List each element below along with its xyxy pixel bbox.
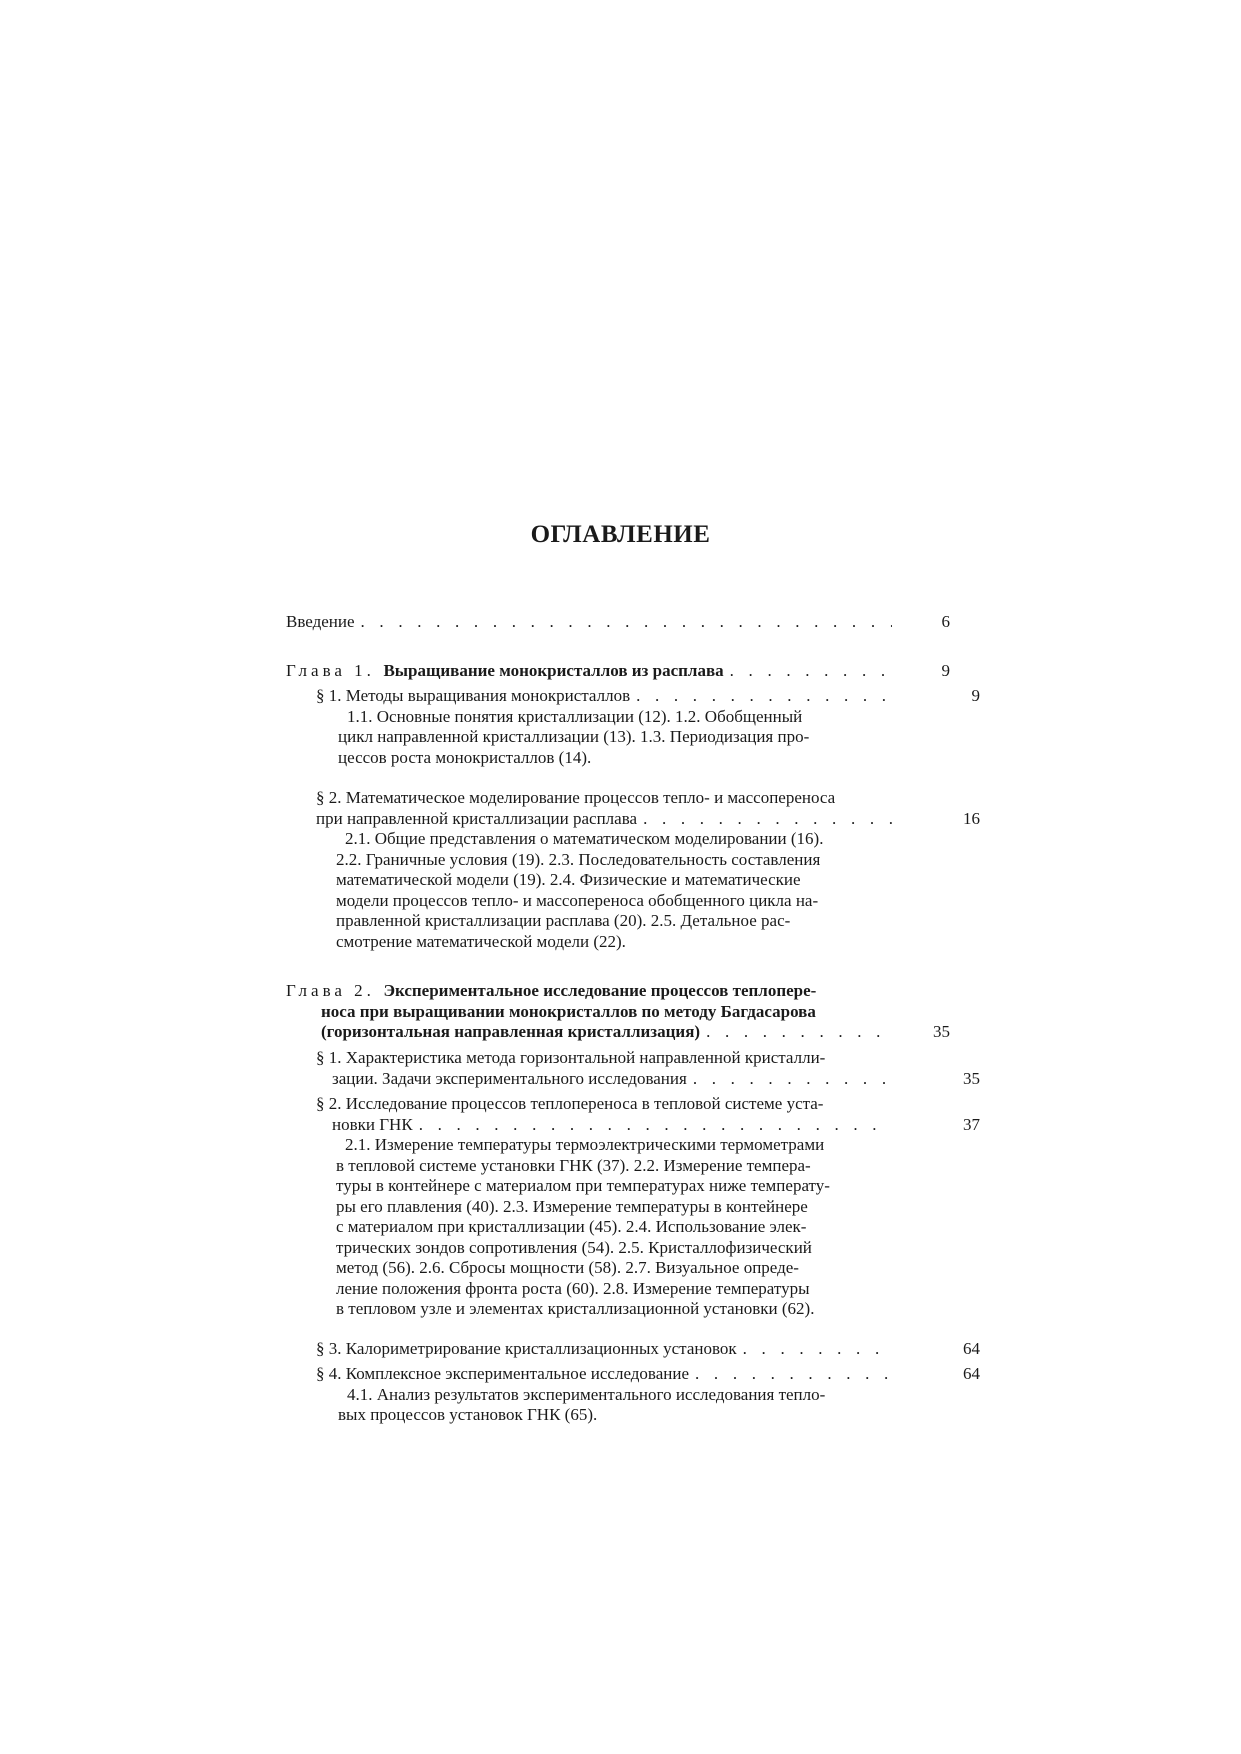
section-title-cont: зации. Задачи экспериментального исследования bbox=[332, 1068, 687, 1088]
section-title: § 1. Характеристика метода горизонтальной направленной кристалли- bbox=[316, 1048, 826, 1067]
page-title: ОГЛАВЛЕНИЕ bbox=[530, 521, 711, 548]
page-number: 9 bbox=[941, 661, 950, 680]
toc-entry-intro[interactable] bbox=[286, 612, 950, 633]
toc-section-2-3[interactable] bbox=[286, 1339, 980, 1360]
page-number: 35 bbox=[963, 1068, 980, 1088]
section-title-cont: новки ГНК bbox=[332, 1114, 413, 1134]
section-title: § 1. Методы выращивания монокристаллов bbox=[316, 686, 631, 705]
chapter-prefix: Глава 1. bbox=[286, 661, 375, 680]
section-details: 2.1. Измерение температуры термоэлектрическими термометрами в тепловой системе установки ГНК (37). 2.2. Измерение темпера- туры в контейнере с материалом при температурах ниже температу- ры его плавления (40). 2.3. Измерение температуры в контейнере с материалом при кристаллизации (45). 2.4. Использование элек- трических зондов сопротивления (54). 2.5. Кристаллофизический метод (56). 2.6. Сбросы мощности (58). 2.7. Визуальное опреде- ление положения фронта роста (60). 2.8. Измерение температуры в тепловом узле и элементах кристаллизационной установки (62). bbox=[336, 1135, 830, 1318]
toc-section-2-4[interactable] bbox=[286, 1364, 980, 1426]
chapter-title-cont: (горизонтальная направленная кристаллизация) bbox=[321, 1022, 701, 1041]
page-number: 9 bbox=[971, 686, 980, 705]
section-title: § 4. Комплексное экспериментальное исследование bbox=[316, 1364, 690, 1383]
page-number: 64 bbox=[963, 1364, 980, 1383]
page-number: 6 bbox=[941, 612, 950, 631]
chapter-title: Выращивание монокристаллов из расплава bbox=[383, 661, 724, 680]
section-title-cont: при направленной кристаллизации расплава bbox=[316, 808, 638, 828]
page-number: 64 bbox=[963, 1339, 980, 1358]
section-title: § 2. Исследование процессов теплопереноса в тепловой системе уста- bbox=[316, 1094, 824, 1113]
toc-section-2-2[interactable] bbox=[286, 1094, 980, 1320]
section-details: 4.1. Анализ результатов экспериментального исследования тепло- вых процессов установок ГНК (65). bbox=[338, 1384, 826, 1424]
chapter-title: Экспериментальное исследование процессов теплопере- bbox=[383, 981, 817, 1000]
toc-section-1-2[interactable] bbox=[286, 788, 980, 952]
toc-chapter-2[interactable] bbox=[286, 981, 950, 1043]
toc-entry-label: Введение bbox=[286, 612, 355, 631]
section-details: 2.1. Общие представления о математическом моделировании (16). 2.2. Граничные условия (19). 2.3. Последовательность составления математической модели (19). 2.4. Физические и математические модели процессов тепло- и массопереноса обобщенного цикла на- правленной кристаллизации расплава (20). 2.5. Детальное рас- смотрение математической модели (22). bbox=[336, 829, 824, 951]
chapter-title-cont: носа при выращивании монокристаллов по методу Багдасарова bbox=[321, 1001, 816, 1021]
section-details: 1.1. Основные понятия кристаллизации (12). 1.2. Обобщенный цикл направленной кристаллизации (13). 1.3. Периодизация про- цессов роста монокристаллов (14). bbox=[338, 706, 810, 767]
toc-section-2-1[interactable] bbox=[286, 1048, 980, 1089]
toc-chapter-1[interactable] bbox=[286, 661, 950, 682]
page-number: 37 bbox=[963, 1114, 980, 1134]
chapter-prefix: Глава 2. bbox=[286, 981, 375, 1000]
section-title: § 3. Калориметрирование кристаллизационных установок bbox=[316, 1339, 737, 1358]
section-title: § 2. Математическое моделирование процессов тепло- и массопереноса bbox=[316, 788, 836, 807]
page-number: 35 bbox=[933, 1022, 950, 1041]
toc-section-1-1[interactable] bbox=[286, 686, 980, 768]
page-number: 16 bbox=[963, 808, 980, 828]
